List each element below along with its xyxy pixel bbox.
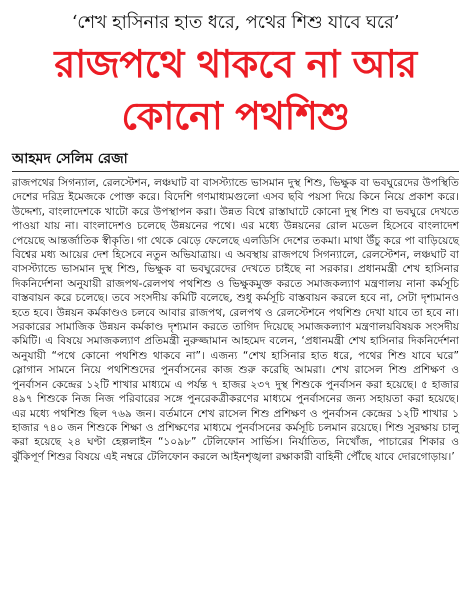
headline [12,38,459,142]
kicker-quote: ‘শেখ হাসিনার হাত ধরে, পথের শিশু যাবে ঘরে’ [71,12,400,33]
headline-line-2: কোনো পথশিশু [121,94,350,138]
article-paragraph: রাজপথের সিগন্যাল, রেলস্টেশন, লঞ্চঘাট বা বাসস্ট্যান্ডে ভাসমান দুস্থ শিশু, ভিক্ষুক বা ভবঘুরেদের উপস্থিতি দেশের দরিদ্র ইমেজকে পোক্ত করে। বিদেশি গণমাধ্যমগুলো এসব ছবি পয়সা দিয়ে কিনে নিয়ে প্রকাশ করে। উদ্দেশ্য, বাংলাদেশকে খাটো করে উপস্থাপন করা। উন্নত বিশ্বে রাস্তাঘাটে কোনো দুস্থ শিশু বা ভবঘুরে দেখতে পাওয়া যায় না। বাংলাদেশও চলেছে উন্নয়নের পথে। এর মধ্যে উন্নয়নের রোল মডেল হিসেবে বাংলাদেশ পেয়েছে আন্তর্জাতিক স্বীকৃতি। গা থেকে ঝেড়ে ফেলেছে এলডিসি দেশের তকমা। মাথা উঁচু করে পা বাড়িয়েছে বিশ্বের মধ্য আয়ের দেশ হিসেবে নতুন অভিযাত্রায়। এ অবস্থায় রাজপথে সিগন্যালে, রেলস্টেশন, লঞ্চঘাট বা বাসস্ট্যান্ডে ভাসমান দুস্থ শিশু, ভিক্ষুক বা ভবঘুরেদের দেখতে চাইছে না সরকার। প্রধানমন্ত্রী শেখ হাসিনার দিকনির্দেশনা অনুযায়ী রাজপথ-রেলপথ পথশিশু ও ভিক্ষুকমুক্ত করতে সমাজকল্যাণ মন্ত্রণালয় নানা কর্মসূচি বাস্তবায়ন করে চলেছে। তবে সংসদীয় কমিটি বলেছে, শুধু কর্মসূচি বাস্তবায়ন করলে হবে না, সেটা দৃশ্যমানও হতে হবে। উন্নয়ন কর্মকাণ্ডও চলবে আবার রাজপথ, রেলপথ ও রেলস্টেশনে পথশিশু দেখা যাবে তা হবে না। সরকারের সামাজিক উন্নয়ন কর্মকাণ্ড দৃশ্যমান করতে তাগিদ দিয়েছে সমাজকল্যাণ মন্ত্রণালয়বিষয়ক সংসদীয় কমিটি। এ বিষয়ে সমাজকল্যাণ প্রতিমন্ত্রী নুরুজ্জামান আহমেদ বলেন, ‘প্রধানমন্ত্রী শেখ হাসিনার দিকনির্দেশনা অনুযায়ী “পথে কোনো পথশিশু থাকবে না”। এজন্য “শেখ হাসিনার হাত ধরে, পথের শিশু যাবে ঘরে” স্লোগান সামনে নিয়ে পথশিশুদের পুনর্বাসনের কাজ শুরু করেছি আমরা। শেখ রাসেল শিশু প্রশিক্ষণ ও পুনর্বাসন কেন্দ্রের ১২টি শাখার মাধ্যমে এ পর্যন্ত ৭ হাজর ২৩৭ দুস্থ শিশুকে পুনর্বাসন করা হয়েছে। ৫ হাজার ৪৯৭ শিশুকে নিজ নিজ পরিবারের সঙ্গে পুনরেকত্রীকরণের মাধ্যমে পুনর্বাসনের জন্য সহায়তা করা হয়েছে। এর মধ্যে পথশিশু ছিল ৭৬৯ জন। বর্তমানে শেখ রাসেল শিশু প্রশিক্ষণ ও পুনর্বাসন কেন্দ্রের ১২টি শাখার ১ হাজার ৭৪০ জন শিশুকে শিক্ষা ও প্রশিক্ষণের মাধ্যমে পুনর্বাসনের কর্মসূচি চলমান রয়েছে। শিশু সুরক্ষায় চালু করা হয়েছে ২৪ ঘণ্টা হেল্পলাইন “১০৯৮” টেলিফোন সার্ভিস। নির্যাতিত, নিখোঁজ, পাচারের শিকার ও ঝুঁকিপূর্ণ শিশুর বিষয়ে এই নম্বরে টেলিফোন করলে আইনশৃঙ্খলা রক্ষাকারী বাহিনী পৌঁছে যাবে দোরগোড়ায়।’ [12,177,459,463]
byline: আহমদ সেলিম রেজা [12,150,459,172]
article-body [12,176,459,464]
headline-line-1: রাজপথে থাকবে না আর [54,42,417,86]
